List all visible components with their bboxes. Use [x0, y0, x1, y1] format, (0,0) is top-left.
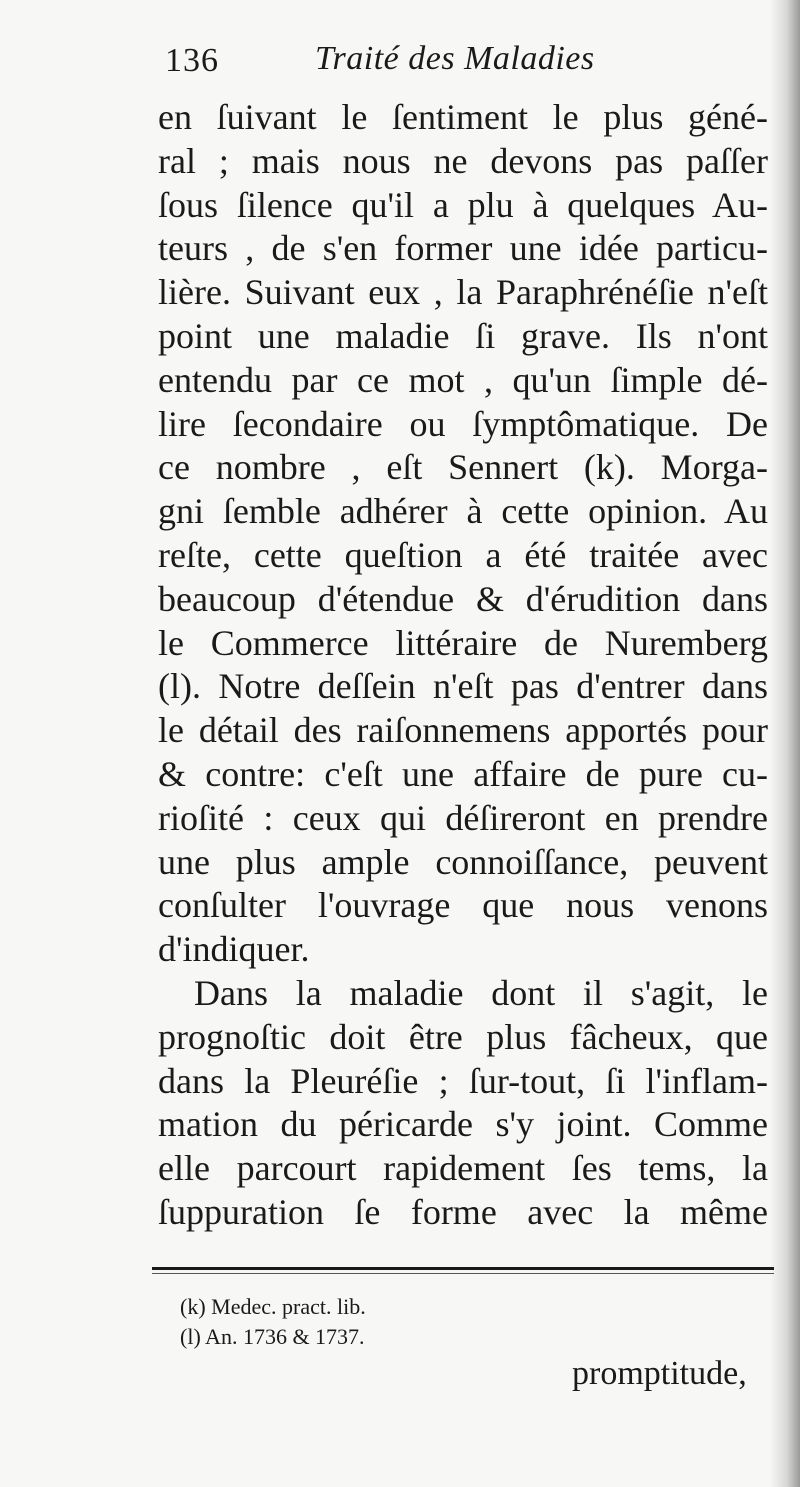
footnote-rule: [152, 1267, 774, 1270]
running-title: Traité des Maladies: [315, 40, 595, 77]
catchword: promptitude,: [572, 1355, 747, 1392]
text-line: (l). Notre deſſein n'eſt pas d'entrer dans: [158, 666, 768, 707]
text-line: une plus ample connoiſſance, peuvent: [158, 841, 768, 882]
page-edge-shadow: [770, 0, 800, 1487]
footnote-k: (k) Medec. pract. lib.: [180, 1294, 366, 1319]
text-line: prognoſtic doit être plus fâcheux, que: [158, 1016, 768, 1057]
text-line: en ſuivant le ſentiment le plus géné-: [158, 97, 768, 137]
text-line: rioſité : ceux qui déſireront en prendre: [158, 797, 768, 838]
text-line: dans la Pleuréſie ; ſur-tout, ſi l'inflam-: [158, 1060, 768, 1101]
paragraph-start-line: Dans la maladie dont il s'agit, le: [194, 972, 768, 1013]
body-text: [158, 96, 768, 1235]
text-line: point une maladie ſi grave. Ils n'ont: [158, 315, 768, 356]
text-line: & contre: c'eſt une affaire de pure cu-: [158, 753, 768, 794]
page-number: 136: [165, 42, 219, 79]
text-line: d'indiquer.: [158, 929, 310, 970]
text-line: reſte, cette queſtion a été traitée avec: [158, 534, 768, 575]
text-line: ſous ſilence qu'il a plu à quelques Au-: [158, 184, 768, 225]
footnote-l: (l) An. 1736 & 1737.: [180, 1324, 365, 1349]
text-line: beaucoup d'étendue & d'érudition dans: [158, 578, 768, 619]
text-line: ſuppuration ſe forme avec la même: [158, 1191, 768, 1232]
text-line: ral ; mais nous ne devons pas paſſer: [158, 140, 768, 181]
text-line: le détail des raiſonnemens apportés pour: [158, 710, 768, 751]
text-line: ce nombre , eſt Sennert (k). Morga-: [158, 447, 768, 488]
footnotes: [180, 1292, 740, 1352]
text-line: entendu par ce mot , qu'un ſimple dé-: [158, 359, 768, 400]
text-line: conſulter l'ouvrage que nous venons: [158, 885, 768, 926]
text-line: le Commerce littéraire de Nuremberg: [158, 622, 768, 663]
page-header: [165, 38, 765, 88]
text-line: mation du péricarde s'y joint. Comme: [158, 1104, 768, 1145]
footnote-rule-thin: [152, 1273, 774, 1274]
text-line: teurs , de s'en former une idée particu-: [158, 228, 768, 269]
text-line: lière. Suivant eux , la Paraphrénéſie n'eſt: [158, 272, 768, 313]
text-line: lire ſecondaire ou ſymptômatique. De: [158, 403, 768, 444]
text-line: gni ſemble adhérer à cette opinion. Au: [158, 491, 768, 532]
text-line: elle parcourt rapidement ſes tems, la: [158, 1148, 768, 1189]
